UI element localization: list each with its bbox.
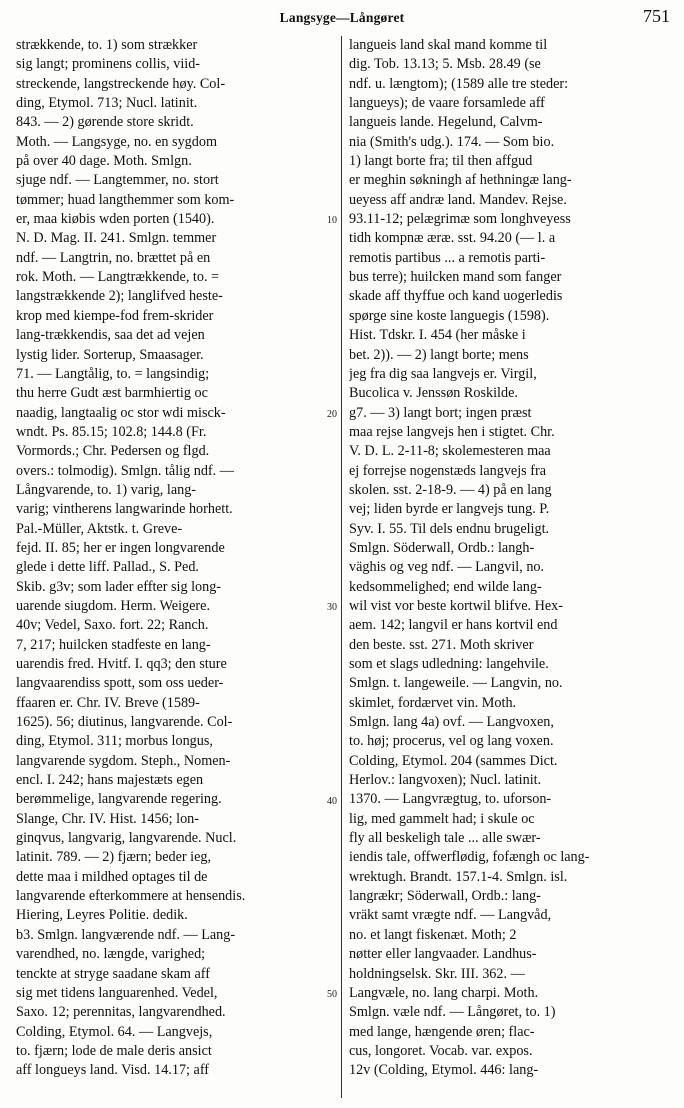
text-line: latinit. 789. — 2) fjærn; beder ieg,	[16, 849, 212, 866]
text-line: tidh kompnæ æræ. sst. 94.20 (— l. a	[349, 230, 556, 247]
text-line: Colding, Etymol. 64. — Langvejs,	[16, 1023, 213, 1040]
text-line: skade aff thyffue och kand uogerledis	[349, 288, 563, 305]
text-line: 40v; Vedel, Saxo. fort. 22; Ranch.	[16, 617, 209, 634]
text-line: Smlgn. lang 4a) ovf. — Langvoxen,	[349, 714, 554, 731]
text-line: 7, 217; huilcken stadfeste en lang-	[16, 636, 211, 653]
text-line: N. D. Mag. II. 241. Smlgn. temmer	[16, 230, 217, 247]
text-line: på over 40 dage. Moth. Smlgn.	[16, 153, 192, 170]
line-number: 10	[327, 215, 337, 227]
text-line: langvarende sygdom. Steph., Nomen-	[16, 752, 231, 769]
text-line: 12v (Colding, Etymol. 446: lang-	[349, 1062, 539, 1079]
text-line: langueys); de vaare forsamlede aff	[349, 95, 545, 112]
text-line: lang-trækkendis, saa det ad vejen	[16, 327, 205, 344]
text-line: thu herre Gudt æst barmhiertig oc	[16, 385, 208, 402]
text-line: Skib. g3v; som lader effter sig long-	[16, 578, 222, 595]
text-line: Herlov.: langvoxen); Nucl. latinit.	[349, 772, 542, 789]
text-line: tømmer; huad langthemmer som kom-	[16, 191, 235, 208]
text-line: lig, med gammelt had; i skule oc	[349, 810, 535, 827]
text-line: ffaaren er. Chr. IV. Breve (1589-	[16, 694, 200, 711]
text-line: uarende siugdom. Herm. Weigere.	[16, 597, 211, 614]
text-line: iendis tale, offwerflødig, fofængh oc lang-	[349, 849, 590, 866]
text-line: ndf. u. længtom); (1589 alle tre steder:	[349, 75, 569, 92]
text-line: langvaarendiss spott, som oss ueder-	[16, 675, 224, 692]
text-line: bet. 2)). — 2) langt borte; mens	[349, 346, 529, 363]
text-line: naadig, langtaalig oc stor wdi misck-	[16, 404, 226, 421]
text-line: ding, Etymol. 311; morbus longus,	[16, 733, 213, 750]
text-line: jeg fra dig saa langvejs er. Virgil,	[349, 365, 537, 382]
text-line: Långvarende, to. 1) varig, lang-	[16, 481, 197, 498]
text-line: tenckte at stryge saadane skam aff	[16, 965, 210, 982]
text-line: vej; liden byrde er langvejs tung. P.	[349, 501, 550, 518]
text-line: Colding, Etymol. 204 (sammes Dict.	[349, 752, 558, 769]
text-line: langueis lande. Hegelund, Calvm-	[349, 114, 543, 131]
text-line: Hist. Tdskr. I. 454 (her måske i	[349, 327, 526, 344]
text-line: langstrækkende 2); langlifved heste-	[16, 288, 223, 305]
text-line: kedsommelighed; end wilde lang-	[349, 578, 542, 595]
text-line: langueis land skal mand komme til	[349, 37, 548, 53]
text-line: Slange, Chr. IV. Hist. 1456; lon-	[16, 810, 199, 827]
text-line: to. fjærn; lode de male deris ansict	[16, 1042, 212, 1059]
text-line: spørge sine koste languegis (1598).	[349, 307, 550, 324]
text-line: skolen. sst. 2-18-9. — 4) på en lang	[349, 481, 552, 498]
text-line: väghis og veg ndf. — Langvil, no.	[349, 559, 545, 576]
text-line: krop med kiempe-fod frem-skrider	[16, 307, 214, 324]
text-line: holdningselsk. Skr. III. 362. —	[349, 965, 525, 982]
text-line: wil vist vor beste kortwil blifve. Hex-	[349, 597, 563, 614]
text-line: varendhed, no. længde, varighed;	[16, 946, 206, 963]
text-line: Smlgn. væle ndf. — Långøret, to. 1)	[349, 1004, 556, 1021]
text-line: rok. Moth. — Langtrækkende, to. =	[16, 269, 220, 286]
text-line: maa rejse langvejs hen i stigtet. Chr.	[349, 423, 555, 440]
text-line: langvarende efterkommere at hensendis.	[16, 888, 246, 905]
text-line: sig langt; prominens collis, viid-	[16, 56, 201, 73]
line-number: 20	[327, 408, 337, 420]
text-line: med lange, hængende øren; flac-	[349, 1023, 535, 1040]
text-line: streckende, langstreckende høy. Col-	[16, 75, 226, 92]
text-line: remotis partibus ... a remotis parti-	[349, 249, 546, 266]
text-line: nia (Smith's udg.). 174. — Som bio.	[349, 133, 555, 150]
text-line: Bucolica v. Jenssøn Roskilde.	[349, 385, 518, 402]
text-line: Moth. — Langsyge, no. en sygdom	[16, 133, 217, 150]
text-line: g7. — 3) langt bort; ingen præst	[349, 404, 532, 421]
text-line: varig; vintherens langwarinde horhett.	[16, 501, 233, 518]
text-line: to. høj; procerus, vel og lang voxen.	[349, 733, 554, 750]
page-header	[0, 6, 684, 30]
text-line: er, maa kiøbis wden porten (1540).	[16, 211, 215, 228]
text-line: Smlgn. t. langeweile. — Langvin, no.	[349, 675, 563, 692]
text-line: Langvæle, no. lang charpi. Moth.	[349, 984, 539, 1001]
text-line: vräkt samt vrægte ndf. — Langvåd,	[349, 907, 552, 924]
text-line: wrektugh. Brandt. 157.1-4. Smlgn. isl.	[349, 868, 568, 885]
text-line: langrækr; Söderwall, Ordb.: lang-	[349, 888, 541, 905]
text-line: encl. I. 242; hans majestæts egen	[16, 772, 204, 789]
text-line: Pal.-Müller, Aktstk. t. Greve-	[16, 520, 183, 537]
text-line: 1) langt borte fra; til then affgud	[349, 153, 533, 170]
text-line: Saxo. 12; perennitas, langvarendhed.	[16, 1004, 226, 1021]
text-line: skimlet, fordærvet vin. Moth.	[349, 694, 517, 711]
text-line: sig met tidens languarenhed. Vedel,	[16, 984, 218, 1001]
text-line: fejd. II. 85; her er ingen longvarende	[16, 539, 225, 556]
text-line: aem. 142; langvil er hans kortvil end	[349, 617, 558, 634]
text-line: 93.11-12; pelægrimæ som longhveyess	[349, 211, 571, 228]
page-number: 751	[643, 6, 670, 26]
text-line: ding, Etymol. 713; Nucl. latinit.	[16, 95, 198, 112]
text-line: Hiering, Leyres Politie. dedik.	[16, 907, 188, 924]
left-column	[16, 36, 334, 1081]
text-line: lystig lider. Sorterup, Smaasager.	[16, 346, 204, 363]
text-line: ej forrejse nogenstæds langvejs fra	[349, 462, 546, 479]
text-line: sjuge ndf. — Langtemmer, no. stort	[16, 172, 219, 189]
text-line: dig. Tob. 13.13; 5. Msb. 28.49 (se	[349, 56, 541, 73]
text-line: 71. — Langtålig, to. = langsindig;	[16, 365, 210, 382]
right-column	[349, 36, 671, 1081]
line-number: 50	[327, 989, 337, 1001]
text-line: den beste. sst. 271. Moth skriver	[349, 636, 534, 653]
text-line: aff longueys land. Visd. 14.17; aff	[16, 1062, 210, 1079]
text-line: 1625). 56; diutinus, langvarende. Col-	[16, 714, 233, 731]
line-number: 40	[327, 795, 337, 807]
column-divider	[341, 36, 342, 1098]
text-line: 843. — 2) gørende store skridt.	[16, 114, 194, 131]
text-line: som et slags udledning: langehvile.	[349, 656, 549, 672]
running-head: Langsyge—Långøret	[279, 10, 405, 25]
text-line: glede i dette liff. Pallad., S. Ped.	[16, 559, 199, 576]
text-line: overs.: tolmodig). Smlgn. tålig ndf. —	[16, 462, 234, 479]
text-line: uarendis fred. Hvitf. I. qq3; den sture	[16, 656, 227, 672]
text-line: V. D. L. 2-11-8; skolemesteren maa	[349, 443, 551, 460]
text-line: er meghin søkningh af hethningæ lang-	[349, 172, 572, 189]
text-line: ueyess aff andræ land. Mandev. Rejse.	[349, 191, 567, 208]
text-line: nøtter eller langvaader. Landhus-	[349, 946, 537, 963]
text-line: dette maa i mildhed optages til de	[16, 868, 208, 885]
text-line: berømmelige, langvarende regering.	[16, 791, 222, 808]
text-line: Smlgn. Söderwall, Ordb.: langh-	[349, 539, 535, 556]
text-line: wndt. Ps. 85.15; 102.8; 144.8 (Fr.	[16, 423, 207, 440]
text-line: bus terre); huilcken mand som fanger	[349, 269, 562, 286]
text-line: 1370. — Langvrægtug, to. uforson-	[349, 791, 552, 808]
text-line: Vormords.; Chr. Pedersen og flgd.	[16, 443, 210, 460]
text-line: b3. Smlgn. langværende ndf. — Lang-	[16, 926, 236, 943]
text-line: cus, longoret. Vocab. var. expos.	[349, 1042, 533, 1059]
line-number: 30	[327, 602, 337, 614]
text-line: Syv. I. 55. Til dels endnu brugeligt.	[349, 520, 550, 537]
text-line: strækkende, to. 1) som strækker	[16, 37, 198, 53]
text-line: fly all beskeligh tale ... alle swær-	[349, 830, 541, 847]
text-line: no. et langt fiskenæt. Moth; 2	[349, 926, 517, 943]
text-line: ndf. — Langtrin, no. brættet på en	[16, 249, 211, 266]
text-line: ginqvus, langvarig, langvarende. Nucl.	[16, 830, 237, 847]
